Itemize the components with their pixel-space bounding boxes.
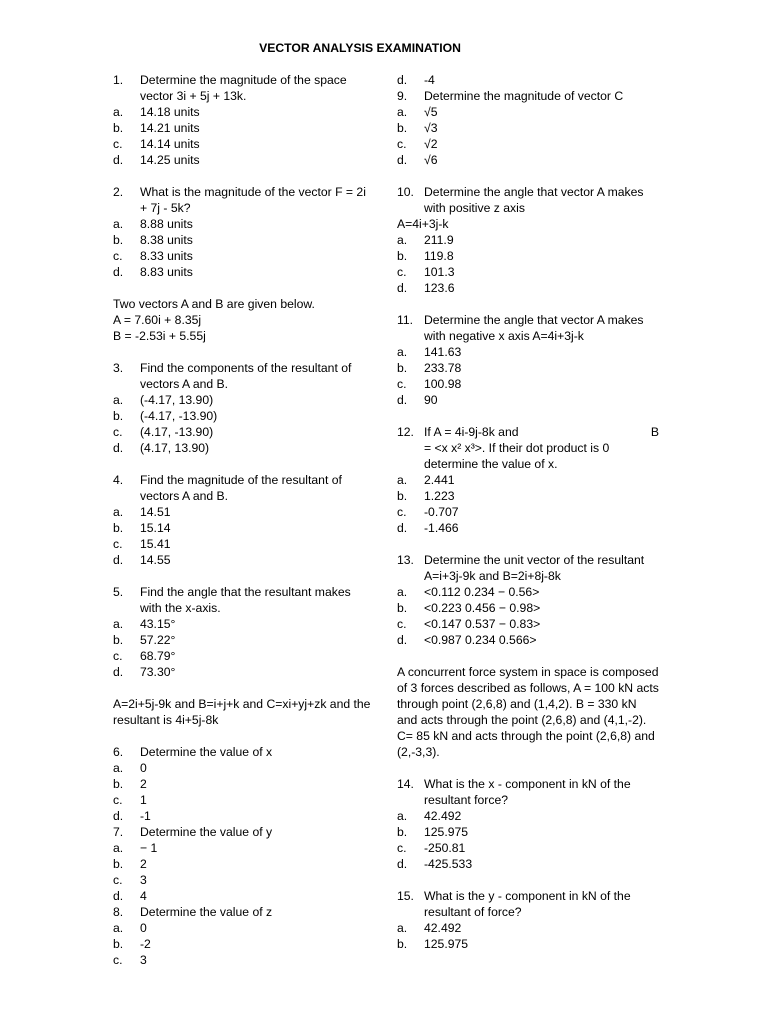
right-column xyxy=(397,72,659,952)
paragraph: Two vectors A and B are given below. xyxy=(113,297,315,311)
option-text: 3 xyxy=(140,873,147,887)
question-text-right: B xyxy=(650,425,659,439)
option-letter: c. xyxy=(113,425,123,439)
question-number: 4. xyxy=(113,473,124,487)
spacer xyxy=(113,680,375,696)
option-letter: c. xyxy=(397,617,407,631)
answer-option xyxy=(113,152,375,168)
option-text: √6 xyxy=(424,153,438,167)
option-text: 8.88 units xyxy=(140,217,193,231)
option-text: √2 xyxy=(424,137,438,151)
option-letter: c. xyxy=(113,649,123,663)
question-text: Determine the value of x xyxy=(140,745,273,759)
answer-option xyxy=(113,216,375,232)
option-letter: b. xyxy=(397,489,408,503)
option-letter: d. xyxy=(397,73,408,87)
answer-option xyxy=(113,104,375,120)
answer-option xyxy=(113,616,375,632)
paragraph: A=4i+3j-k xyxy=(397,217,449,231)
question-text: What is the y - component in kN of the resultant of force? xyxy=(424,889,631,919)
option-letter: c. xyxy=(397,505,407,519)
answer-option xyxy=(113,840,375,856)
answer-option xyxy=(397,840,659,856)
spacer xyxy=(397,408,659,424)
option-text: (-4.17, 13.90) xyxy=(140,393,214,407)
answer-option xyxy=(397,936,659,952)
option-letter: b. xyxy=(113,121,124,135)
option-letter: b. xyxy=(113,409,124,423)
answer-option xyxy=(397,504,659,520)
option-text: 0 xyxy=(140,921,147,935)
option-text: 2.441 xyxy=(424,473,455,487)
question-number: 13. xyxy=(397,553,414,567)
answer-option xyxy=(397,72,659,88)
answer-option xyxy=(397,344,659,360)
answer-option xyxy=(113,504,375,520)
option-letter: a. xyxy=(397,921,408,935)
question xyxy=(397,312,659,344)
spacer xyxy=(397,872,659,888)
option-text: 57.22° xyxy=(140,633,176,647)
option-letter: a. xyxy=(113,105,124,119)
page-title: VECTOR ANALYSIS EXAMINATION xyxy=(259,41,461,55)
question xyxy=(397,888,659,920)
option-text: 141.63 xyxy=(424,345,462,359)
question xyxy=(397,88,659,104)
answer-option xyxy=(113,632,375,648)
option-letter: d. xyxy=(113,441,124,455)
answer-option xyxy=(113,408,375,424)
option-letter: b. xyxy=(397,601,408,615)
question-number: 7. xyxy=(113,825,124,839)
answer-option xyxy=(113,808,375,824)
option-text: 123.6 xyxy=(424,281,455,295)
option-text: 101.3 xyxy=(424,265,455,279)
option-text: 125.975 xyxy=(424,937,469,951)
answer-option xyxy=(113,424,375,440)
answer-option xyxy=(113,552,375,568)
option-letter: b. xyxy=(397,825,408,839)
option-letter: d. xyxy=(113,889,124,903)
option-text: 42.492 xyxy=(424,921,462,935)
answer-option xyxy=(397,824,659,840)
answer-option xyxy=(397,360,659,376)
paragraph: A=2i+5j-9k and B=i+j+k and C=xi+yj+zk and the resultant is 4i+5j-8k xyxy=(113,697,371,727)
question-text-part: = <x x² x³>. If their dot product is 0 determine the value of x. xyxy=(424,441,610,471)
answer-option xyxy=(397,392,659,408)
option-text: 14.55 xyxy=(140,553,171,567)
question-text: Find the components of the resultant of vectors A and B. xyxy=(140,361,352,391)
option-letter: d. xyxy=(397,857,408,871)
option-text: √5 xyxy=(424,105,438,119)
question-number: 6. xyxy=(113,745,124,759)
option-text: <0.987 0.234 0.566> xyxy=(424,633,537,647)
option-text: 14.21 units xyxy=(140,121,200,135)
answer-option xyxy=(397,584,659,600)
answer-option xyxy=(113,648,375,664)
option-text: 8.38 units xyxy=(140,233,193,247)
option-letter: b. xyxy=(397,121,408,135)
answer-option xyxy=(397,616,659,632)
answer-option xyxy=(397,600,659,616)
question-text: Determine the unit vector of the resultant A=i+3j-9k and B=2i+8j-8k xyxy=(424,553,645,583)
answer-option xyxy=(113,264,375,280)
option-letter: c. xyxy=(397,265,407,279)
option-letter: a. xyxy=(113,217,124,231)
option-letter: d. xyxy=(113,153,124,167)
answer-option xyxy=(397,488,659,504)
option-text: -0.707 xyxy=(424,505,459,519)
answer-option xyxy=(113,392,375,408)
option-letter: a. xyxy=(113,921,124,935)
spacer xyxy=(113,344,375,360)
option-letter: a. xyxy=(397,233,408,247)
option-text: <0.112 0.234 − 0.56> xyxy=(424,585,540,599)
question-text: Determine the value of y xyxy=(140,825,273,839)
answer-option xyxy=(113,760,375,776)
question-text: Determine the value of z xyxy=(140,905,273,919)
answer-option xyxy=(113,856,375,872)
option-letter: b. xyxy=(113,777,124,791)
option-letter: b. xyxy=(113,233,124,247)
option-text: 90 xyxy=(424,393,438,407)
option-text: 1.223 xyxy=(424,489,455,503)
option-letter: d. xyxy=(113,265,124,279)
option-letter: a. xyxy=(397,585,408,599)
answer-option xyxy=(113,776,375,792)
question-text: Find the angle that the resultant makes with the x-axis. xyxy=(140,585,351,615)
option-text: 233.78 xyxy=(424,361,462,375)
option-text: 42.492 xyxy=(424,809,462,823)
answer-option xyxy=(397,472,659,488)
option-letter: b. xyxy=(113,937,124,951)
option-letter: d. xyxy=(397,633,408,647)
option-letter: a. xyxy=(113,841,124,855)
answer-option xyxy=(397,920,659,936)
option-letter: c. xyxy=(113,953,123,967)
question xyxy=(113,744,375,760)
option-letter: a. xyxy=(113,617,124,631)
question-number: 15. xyxy=(397,889,414,903)
option-text: -425.533 xyxy=(424,857,473,871)
answer-option xyxy=(397,520,659,536)
option-text: 2 xyxy=(140,857,147,871)
option-text: 8.83 units xyxy=(140,265,193,279)
option-text: -2 xyxy=(140,937,151,951)
answer-option xyxy=(113,936,375,952)
option-letter: c. xyxy=(113,793,123,807)
option-letter: b. xyxy=(397,249,408,263)
option-text: 4 xyxy=(140,889,147,903)
option-text: 125.975 xyxy=(424,825,469,839)
option-text: <0.147 0.537 − 0.83> xyxy=(424,617,541,631)
answer-option xyxy=(397,856,659,872)
option-text: 100.98 xyxy=(424,377,462,391)
question-text: Find the magnitude of the resultant of vectors A and B. xyxy=(140,473,342,503)
answer-option xyxy=(397,232,659,248)
paragraph: B = -2.53i + 5.55j xyxy=(113,329,206,343)
answer-option xyxy=(397,264,659,280)
option-text: -250.81 xyxy=(424,841,466,855)
question-number: 3. xyxy=(113,361,124,375)
option-text: 1 xyxy=(140,793,147,807)
option-text: -1 xyxy=(140,809,151,823)
question-text: Determine the magnitude of the space vector 3i + 5j + 13k. xyxy=(140,73,347,103)
option-letter: d. xyxy=(113,665,124,679)
question xyxy=(397,184,659,216)
spacer xyxy=(113,568,375,584)
answer-option xyxy=(397,808,659,824)
option-text: -4 xyxy=(424,73,435,87)
option-text: 43.15° xyxy=(140,617,176,631)
answer-option xyxy=(397,632,659,648)
question xyxy=(397,424,659,472)
answer-option xyxy=(113,440,375,456)
spacer xyxy=(397,648,659,664)
option-text: 3 xyxy=(140,953,147,967)
option-text: 15.14 xyxy=(140,521,171,535)
answer-option xyxy=(113,888,375,904)
answer-option xyxy=(397,104,659,120)
question-number: 10. xyxy=(397,185,414,199)
question-text: What is the x - component in kN of the resultant force? xyxy=(424,777,631,807)
option-text: − 1 xyxy=(140,841,158,855)
paragraph: A = 7.60i + 8.35j xyxy=(113,313,202,327)
option-letter: d. xyxy=(113,809,124,823)
option-text: 15.41 xyxy=(140,537,171,551)
option-letter: b. xyxy=(113,633,124,647)
question-number: 1. xyxy=(113,73,124,87)
question-text xyxy=(424,424,659,472)
question-number: 8. xyxy=(113,905,124,919)
option-letter: c. xyxy=(113,537,123,551)
option-text: 8.33 units xyxy=(140,249,193,263)
option-text: 68.79° xyxy=(140,649,176,663)
question-text-part: If A = 4i-9j-8k and xyxy=(424,425,519,439)
option-letter: d. xyxy=(397,281,408,295)
question-text: Determine the angle that vector A makes with negative x axis A=4i+3j-k xyxy=(424,313,644,343)
paragraph: A concurrent force system in space is composed of 3 forces described as follows, A = 100 kN acts through point (2,6,8) and (1,4,2). B = 330 kN and acts through the point (2,6,8) and (4,1,-2). C= 85 kN and acts through the point (2,6,8) and (2,-3,3). xyxy=(397,665,659,759)
question-text: Determine the magnitude of vector C xyxy=(424,89,624,103)
option-letter: c. xyxy=(113,249,123,263)
option-letter: d. xyxy=(397,393,408,407)
question-number: 11. xyxy=(397,313,414,327)
option-text: √3 xyxy=(424,121,438,135)
spacer xyxy=(113,280,375,296)
option-letter: c. xyxy=(397,841,407,855)
option-letter: b. xyxy=(397,361,408,375)
question xyxy=(113,824,375,840)
answer-option xyxy=(113,536,375,552)
answer-option xyxy=(113,520,375,536)
question-number: 2. xyxy=(113,185,124,199)
question-text: What is the magnitude of the vector F = 2i + 7j - 5k? xyxy=(140,185,366,215)
question-number: 9. xyxy=(397,89,408,103)
question xyxy=(397,552,659,584)
option-letter: a. xyxy=(397,809,408,823)
option-letter: b. xyxy=(397,937,408,951)
answer-option xyxy=(397,136,659,152)
option-text: -1.466 xyxy=(424,521,459,535)
spacer xyxy=(397,536,659,552)
answer-option xyxy=(113,952,375,968)
option-letter: d. xyxy=(397,153,408,167)
option-letter: d. xyxy=(113,553,124,567)
question xyxy=(113,472,375,504)
question-text: Determine the angle that vector A makes with positive z axis xyxy=(424,185,644,215)
option-text: 14.25 units xyxy=(140,153,200,167)
spacer xyxy=(113,168,375,184)
question xyxy=(113,72,375,104)
question-number: 12. xyxy=(397,425,414,439)
option-letter: c. xyxy=(113,137,123,151)
answer-option xyxy=(113,664,375,680)
option-letter: a. xyxy=(397,473,408,487)
question-number: 14. xyxy=(397,777,414,791)
answer-option xyxy=(113,120,375,136)
answer-option xyxy=(113,248,375,264)
question xyxy=(113,584,375,616)
option-text: 211.9 xyxy=(424,233,454,247)
option-text: (4.17, 13.90) xyxy=(140,441,210,455)
question-number: 5. xyxy=(113,585,124,599)
option-letter: c. xyxy=(397,377,407,391)
option-letter: a. xyxy=(397,105,408,119)
answer-option xyxy=(113,920,375,936)
option-letter: a. xyxy=(113,761,124,775)
answer-option xyxy=(397,248,659,264)
spacer xyxy=(397,168,659,184)
spacer xyxy=(397,296,659,312)
option-letter: b. xyxy=(113,521,124,535)
option-text: 14.51 xyxy=(140,505,171,519)
answer-option xyxy=(113,232,375,248)
answer-option xyxy=(397,280,659,296)
question xyxy=(397,776,659,808)
option-letter: c. xyxy=(397,137,407,151)
option-letter: d. xyxy=(397,521,408,535)
option-text: 14.18 units xyxy=(140,105,200,119)
option-letter: a. xyxy=(113,393,124,407)
answer-option xyxy=(113,792,375,808)
option-text: 119.8 xyxy=(424,249,454,263)
option-text: (-4.17, -13.90) xyxy=(140,409,218,423)
question xyxy=(113,184,375,216)
option-text: 14.14 units xyxy=(140,137,200,151)
answer-option xyxy=(397,120,659,136)
left-column xyxy=(113,72,375,968)
option-letter: c. xyxy=(113,873,123,887)
question xyxy=(113,360,375,392)
spacer xyxy=(397,760,659,776)
answer-option xyxy=(397,376,659,392)
option-letter: a. xyxy=(397,345,408,359)
question xyxy=(113,904,375,920)
option-text: 0 xyxy=(140,761,147,775)
spacer xyxy=(113,456,375,472)
answer-option xyxy=(113,136,375,152)
option-text: 73.30° xyxy=(140,665,176,679)
spacer xyxy=(113,728,375,744)
option-letter: b. xyxy=(113,857,124,871)
answer-option xyxy=(113,872,375,888)
option-letter: a. xyxy=(113,505,124,519)
option-text: (4.17, -13.90) xyxy=(140,425,214,439)
option-text: 2 xyxy=(140,777,147,791)
answer-option xyxy=(397,152,659,168)
option-text: <0.223 0.456 − 0.98> xyxy=(424,601,541,615)
